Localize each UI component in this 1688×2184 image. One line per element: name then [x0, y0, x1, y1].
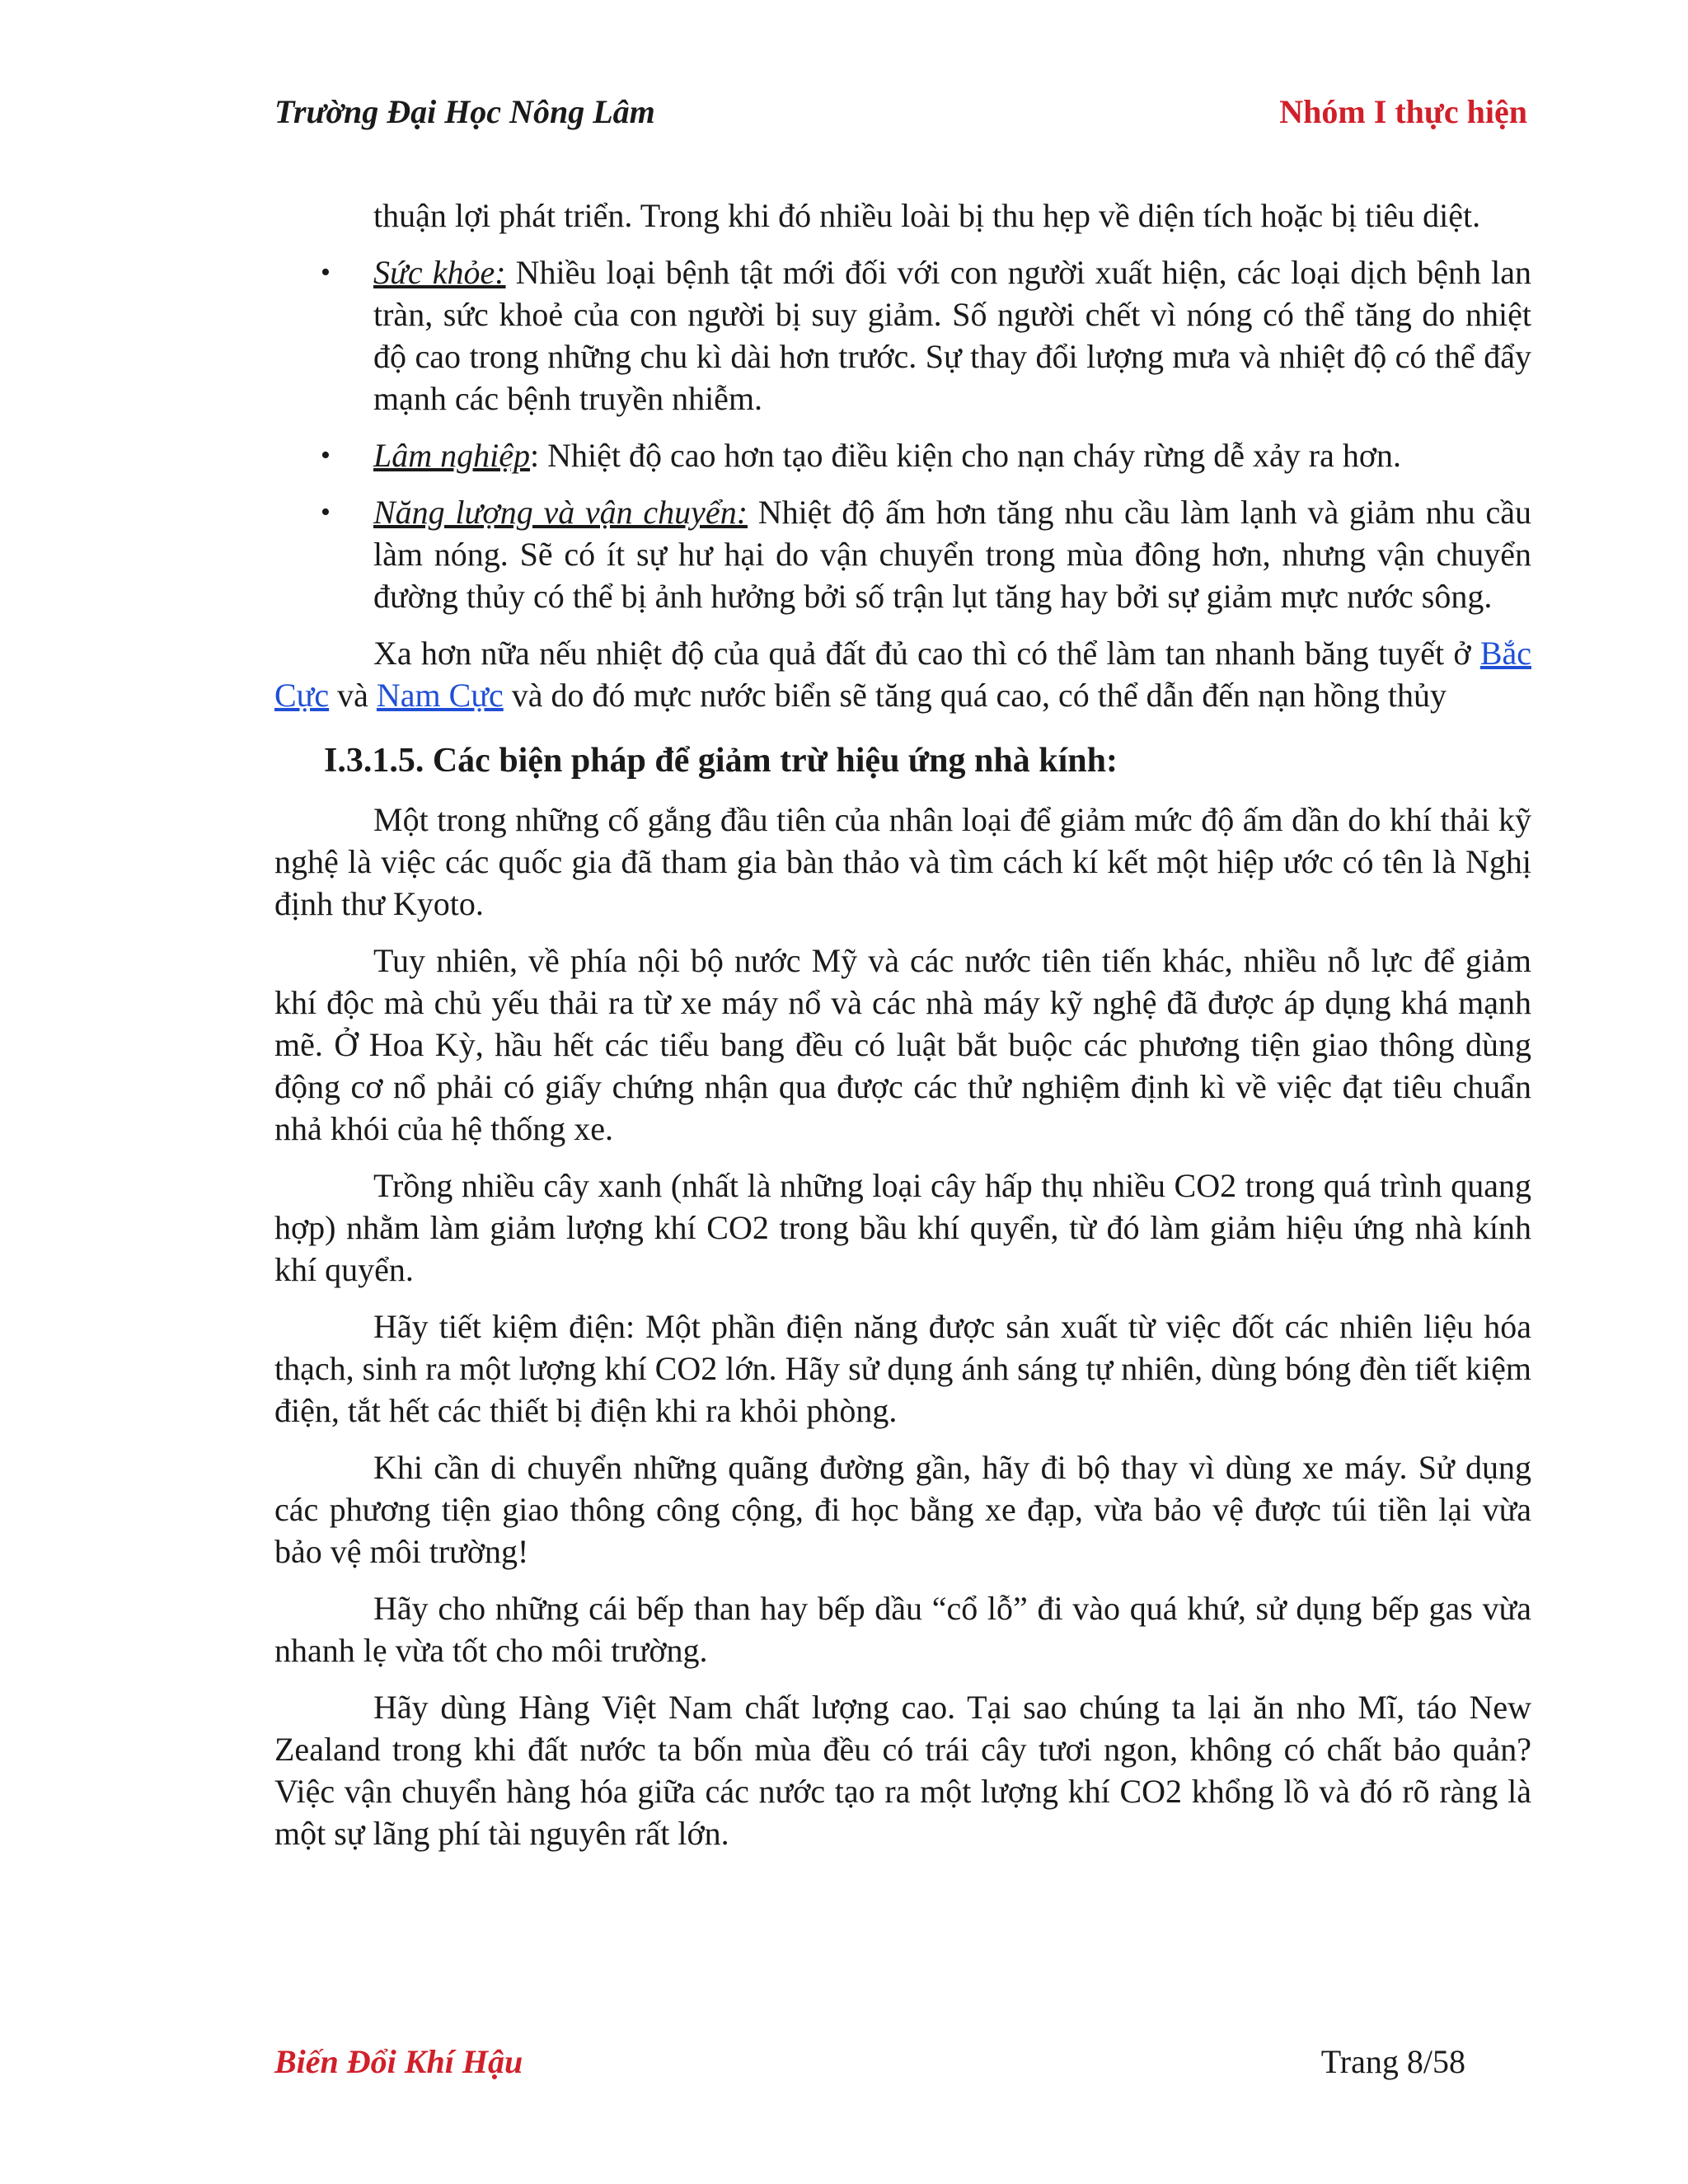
bullet-icon: • [321, 440, 331, 471]
link-antarctic[interactable]: Nam Cực [376, 677, 504, 714]
continuation-text: thuận lợi phát triển. Trong khi đó nhiều loài bị thu hẹp về diện tích hoặc bị tiêu diệt. [373, 197, 1481, 234]
footer-title: Biến Đổi Khí Hậu [274, 2043, 523, 2080]
ice-text-1: Xa hơn nữa nếu nhiệt độ của quả đất đủ cao thì có thể làm tan nhanh băng tuyết ở [373, 635, 1480, 672]
list-item-energy [274, 491, 1531, 617]
header-university: Trường Đại Học Nông Lâm [274, 93, 655, 130]
term-energy: Năng lượng và vận chuyển: [373, 494, 748, 531]
paragraph: Một trong những cố gắng đầu tiên của nhân loại để giảm mức độ ấm dần do khí thải kỹ nghệ là việc các quốc gia đã tham gia bàn thảo và tìm cách kí kết một hiệp ước có tên là Nghị định thư Kyoto. [274, 801, 1531, 922]
item-text: Nhiệt độ ấm hơn tăng nhu cầu làm lạnh và giảm nhu cầu làm nóng. Sẽ có ít sự hư hại do vận chuyển trong mùa đông hơn, nhưng vận chuyển đường thủy có thể bị ảnh hưởng bởi số trận lụt tăng hay bởi sự giảm mực nước sông. [373, 494, 1531, 615]
bullet-icon: • [321, 257, 331, 288]
paragraph: Khi cần di chuyển những quãng đường gần, hãy đi bộ thay vì dùng xe máy. Sử dụng các phương tiện giao thông công cộng, đi học bằng xe đạp, vừa bảo vệ được túi tiền lại vừa bảo vệ môi trường! [274, 1449, 1531, 1570]
paragraph: Tuy nhiên, về phía nội bộ nước Mỹ và các nước tiên tiến khác, nhiều nỗ lực để giảm khí độc mà chủ yếu thải ra từ xe máy nổ và các nhà máy kỹ nghệ đã được áp dụng khá mạnh mẽ. Ở Hoa Kỳ, hầu hết các tiểu bang đều có luật bắt buộc các phương tiện giao thông dùng động cơ nổ phải có giấy chứng nhận qua được các thử nghiệm định kì về việc đạt tiêu chuẩn nhả khói của hệ thống xe. [274, 942, 1531, 1147]
impact-list [274, 251, 1531, 617]
paragraph: Trồng nhiều cây xanh (nhất là những loại cây hấp thụ nhiều CO2 trong quá trình quang hợp) nhằm làm giảm lượng khí CO2 trong bầu khí quyển, từ đó làm giảm hiệu ứng nhà kính khí quyển. [274, 1167, 1531, 1288]
term-health: Sức khỏe: [373, 254, 506, 291]
term-forestry: Lâm nghiệp [373, 437, 530, 474]
ice-paragraph [274, 632, 1531, 716]
header-group: Nhóm I thực hiện [1279, 93, 1527, 130]
list-item-forestry [274, 434, 1531, 476]
document-body [274, 194, 1531, 1869]
list-item-health [274, 251, 1531, 419]
ice-text-3: và do đó mực nước biển sẽ tăng quá cao, có thể dẫn đến nạn hồng thủy [503, 677, 1447, 714]
paragraph: Hãy cho những cái bếp than hay bếp dầu “cổ lỗ” đi vào quá khứ, sử dụng bếp gas vừa nhanh lẹ vừa tốt cho môi trường. [274, 1590, 1531, 1669]
link-arctic[interactable]: Bắc Cực [274, 635, 1531, 714]
paragraph: Hãy dùng Hàng Việt Nam chất lượng cao. Tại sao chúng ta lại ăn nho Mĩ, táo New Zealand trong khi đất nước ta bốn mùa đều có trái cây tươi ngon, không có chất bảo quản? Việc vận chuyển hàng hóa giữa các nước tạo ra một lượng khí CO2 khổng lồ và đó rõ ràng là một sự lãng phí tài nguyên rất lớn. [274, 1689, 1531, 1852]
page-footer [274, 2042, 1465, 2092]
page-number: Trang 8/58 [1320, 2043, 1465, 2080]
page-header [274, 92, 1527, 142]
section-heading: I.3.1.5. Các biện pháp để giảm trừ hiệu ứng nhà kính: [324, 742, 1118, 780]
paragraph: Hãy tiết kiệm điện: Một phần điện năng được sản xuất từ việc đốt các nhiên liệu hóa thạch, sinh ra một lượng khí CO2 lớn. Hãy sử dụng ánh sáng tự nhiên, dùng bóng đèn tiết kiệm điện, tắt hết các thiết bị điện khi ra khỏi phòng. [274, 1308, 1531, 1429]
item-text: Nhiều loại bệnh tật mới đối với con người xuất hiện, các loại dịch bệnh lan tràn, sức khoẻ của con người bị suy giảm. Số người chết vì nóng có thể tăng do nhiệt độ cao trong những chu kì dài hơn trước. Sự thay đổi lượng mưa và nhiệt độ có thể đẩy mạnh các bệnh truyền nhiễm. [373, 254, 1531, 417]
item-text: : Nhiệt độ cao hơn tạo điều kiện cho nạn cháy rừng dễ xảy ra hơn. [530, 437, 1401, 474]
bullet-icon: • [321, 497, 331, 527]
ice-text-2: và [329, 677, 377, 714]
